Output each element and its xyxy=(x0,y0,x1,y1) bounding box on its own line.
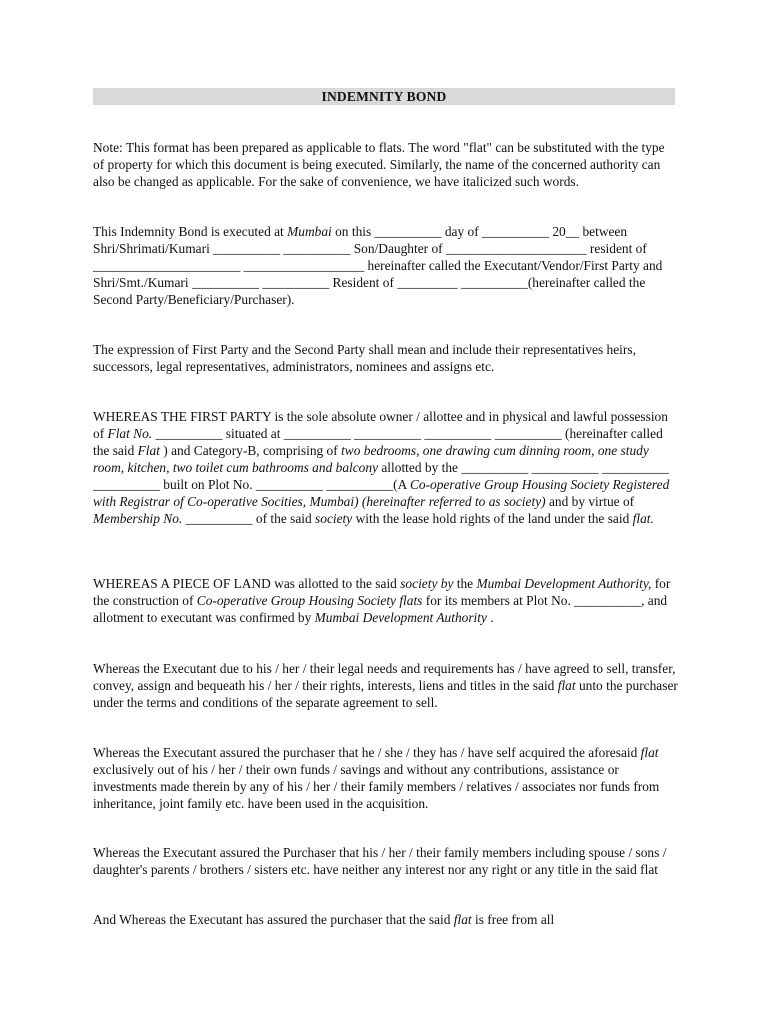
note-paragraph: Note: This format has been prepared as applicable to flats. The word "flat" can be substituted with the type of property for which this document is being executed. Similarly, the name of the concerned authority can also be changed as applicable. For the sake of convenience, we have italicized such words. xyxy=(93,140,665,189)
italic-run: Mumbai xyxy=(287,224,332,239)
text-run: __________ of the said xyxy=(182,511,316,526)
italic-run: Flat xyxy=(137,443,160,458)
italic-run: Mumbai Development Authority xyxy=(314,610,487,625)
italic-run: Co-operative Group Housing Society flats xyxy=(196,593,423,608)
legal-needs-paragraph xyxy=(93,660,679,711)
text-run: the xyxy=(453,576,477,591)
self-acquired-paragraph xyxy=(93,744,679,812)
text-run: with the lease hold rights of the land under the said xyxy=(352,511,633,526)
text-run: WHEREAS A PIECE OF LAND was allotted to the said xyxy=(93,576,401,591)
text-run: on this __________ day of __________ 20__ between Shri/Shrimati/Kumari __________ __________ Son/Daughter of _____________________ resident of ______________________ __________________ hereinafter called the Executant/Vendor/First Party and Shri/Smt./Kumari __________ __________ Resident of _________ __________(hereinafter called the Second Party/Beneficiary/Purchaser). xyxy=(93,224,663,307)
italic-run: two bedrooms, one drawing cum dinning room, one study room, kitchen, two toilet cum bathrooms and balcony xyxy=(93,443,649,475)
text-run: exclusively out of his / her / their own funds / savings and without any contributions, assistance or investments made therein by any of his / her / their family members / relatives / associates nor funds from inheritance, joint family etc. have been used in the acquisition. xyxy=(93,762,660,811)
italic-run: society xyxy=(315,511,353,526)
text-run: for the construction of xyxy=(93,576,671,608)
italic-run: flat xyxy=(640,745,659,760)
execution-paragraph xyxy=(93,223,679,308)
text-run: __________ situated at __________ __________ __________ __________ (hereinafter called the said xyxy=(93,426,663,458)
italic-run: Membership No. xyxy=(93,511,183,526)
text-run: . xyxy=(486,610,494,625)
italic-run: Mumbai Development Authority, xyxy=(476,576,652,591)
free-from-paragraph xyxy=(93,911,679,928)
land-whereas-paragraph xyxy=(93,575,679,626)
text-run: WHEREAS THE FIRST PARTY is the sole absolute owner / allottee and in physical and lawful possession of xyxy=(93,409,668,441)
italic-run: society by xyxy=(400,576,454,591)
text-run: for its members at Plot No. __________, and allotment to executant was confirmed by xyxy=(93,593,668,625)
text-run: unto the purchaser under the terms and conditions of the separate agreement to sell. xyxy=(93,678,678,710)
family-members-paragraph: Whereas the Executant assured the Purchaser that his / her / their family members including spouse / sons / daughter's parents / brothers / sisters etc. have neither any interest nor any right or any title in the said flat xyxy=(93,845,667,877)
text-run: allotted by the __________ __________ __________ __________ built on Plot No. __________ __________(A xyxy=(93,460,669,492)
first-party-whereas-paragraph xyxy=(93,408,679,527)
italic-run: Co-operative Group Housing Society Registered with Registrar of Co-operative Socities, Mumbai) (hereinafter referred to as society) xyxy=(93,477,670,509)
text-run: Whereas the Executant assured the purchaser that he / she / they has / have self acquired the aforesaid xyxy=(93,745,641,760)
text-run: Whereas the Executant due to his / her / their legal needs and requirements has / have agreed to sell, transfer, convey, assign and bequeath his / her / their rights, interests, liens and titles in the said xyxy=(93,661,676,693)
text-run: is free from all xyxy=(471,912,555,927)
document-title: INDEMNITY BOND xyxy=(93,88,675,105)
italic-run: flat xyxy=(453,912,472,927)
italic-run: flat xyxy=(557,678,576,693)
text-run: and by virtue of xyxy=(545,494,635,509)
expression-paragraph: The expression of First Party and the Second Party shall mean and include their representatives heirs, successors, legal representatives, administrators, nominees and assigns etc. xyxy=(93,342,636,374)
text-run: ) and Category-B, comprising of xyxy=(159,443,342,458)
text-run: This Indemnity Bond is executed at xyxy=(93,224,288,239)
italic-run: flat. xyxy=(632,511,654,526)
text-run: And Whereas the Executant has assured the purchaser that the said xyxy=(93,912,454,927)
italic-run: Flat No. xyxy=(107,426,153,441)
